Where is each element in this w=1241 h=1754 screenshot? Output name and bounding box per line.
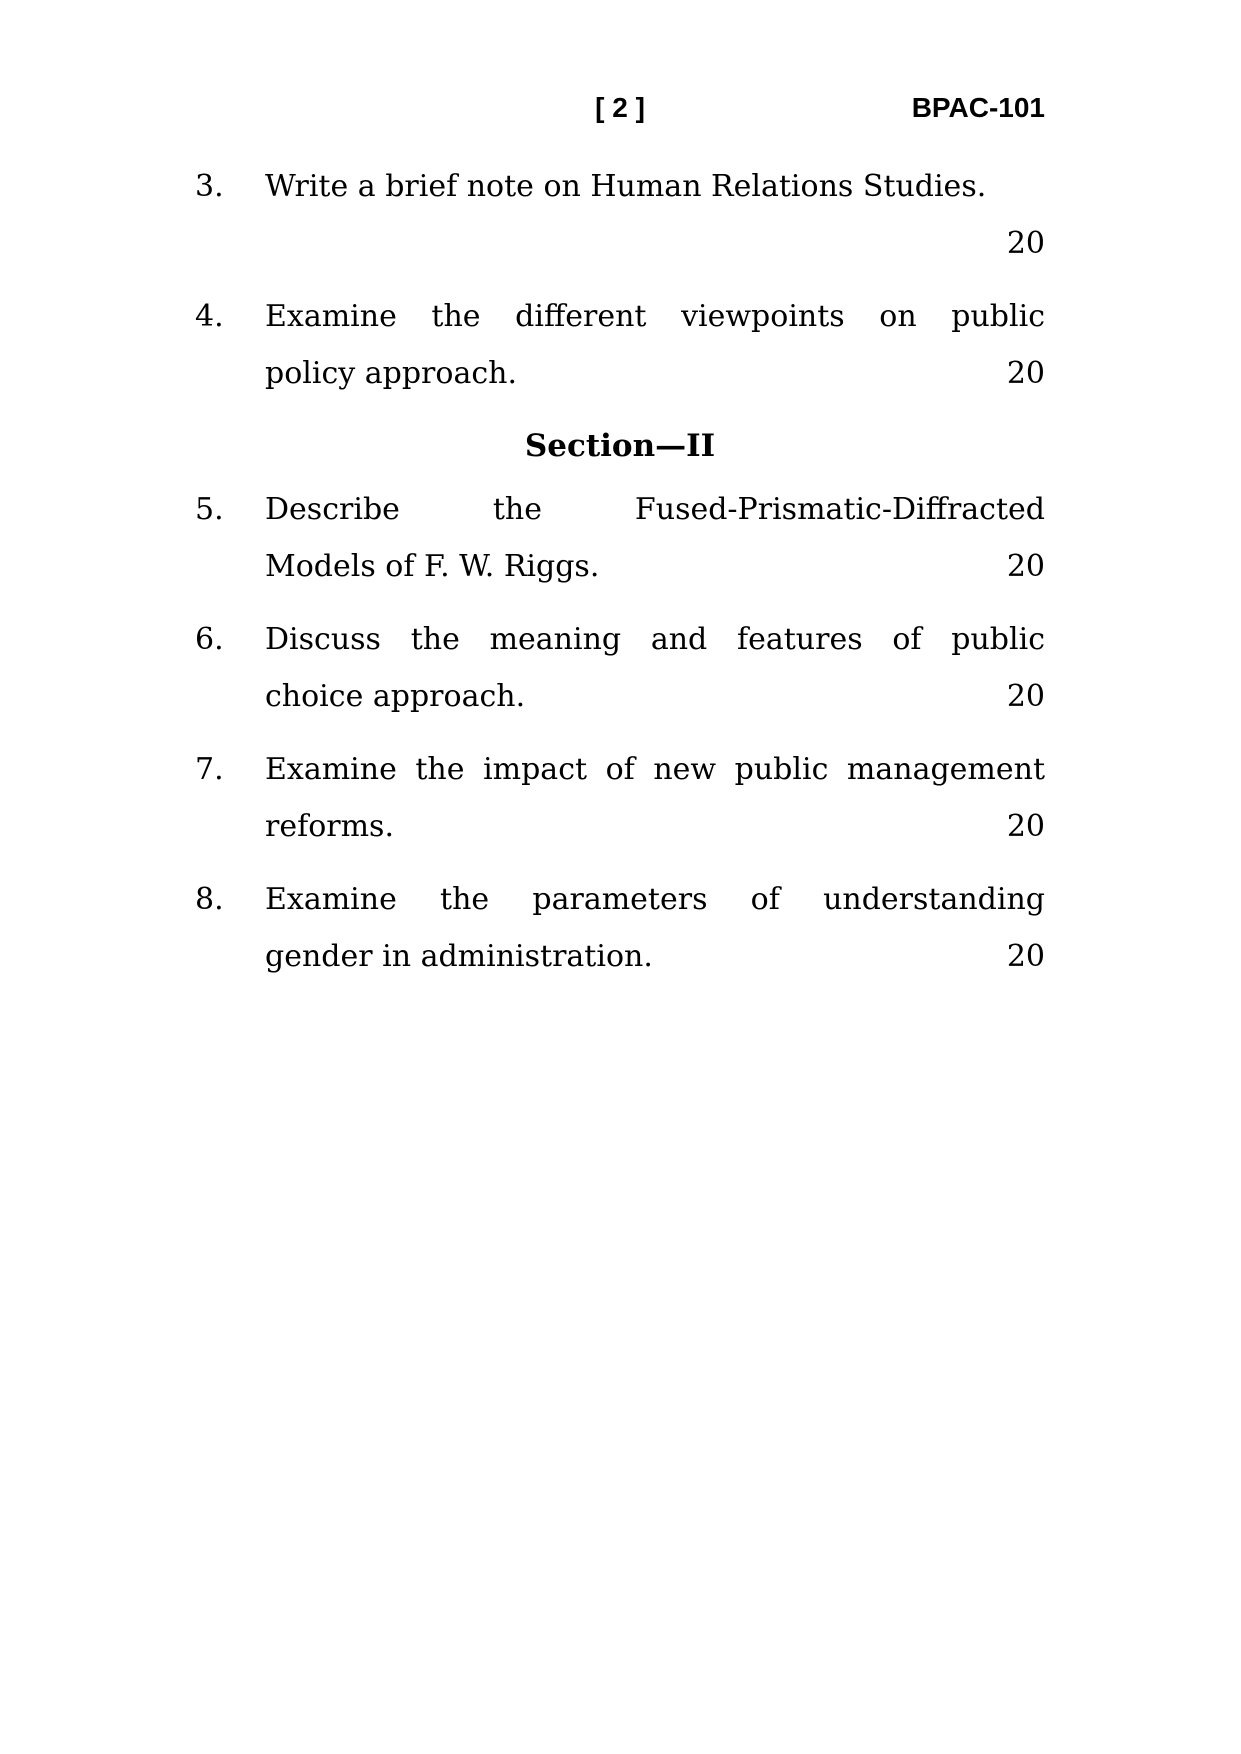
question-text-line: Examine the parameters of understanding (265, 882, 1045, 917)
question-item (195, 158, 1045, 272)
question-marks: 20 (1006, 226, 1045, 261)
question-text-line: Discuss the meaning and features of public (265, 622, 1045, 657)
question-item (195, 741, 1045, 855)
question-body (265, 158, 1045, 272)
question-item (195, 611, 1045, 725)
question-text-line: gender in administration. (265, 939, 653, 974)
page-content (195, 90, 1045, 1001)
question-text-line: choice approach. (265, 679, 526, 714)
question-marks: 20 (1006, 939, 1045, 974)
question-number: 3. (195, 169, 224, 204)
question-last-line (265, 668, 1045, 725)
section-heading: Section—II (524, 428, 716, 464)
question-text-line: Models of F. W. Riggs. (265, 549, 600, 584)
question-text-line: Examine the different viewpoints on public (265, 299, 1045, 334)
question-number: 7. (195, 752, 224, 787)
question-item (195, 288, 1045, 402)
question-text-line: Examine the impact of new public management (265, 752, 1045, 787)
question-body (265, 481, 1045, 595)
question-last-line (265, 798, 1045, 855)
question-body (265, 288, 1045, 402)
question-last-line (265, 928, 1045, 985)
question-marks: 20 (1006, 549, 1045, 584)
question-item (195, 871, 1045, 985)
question-marks: 20 (1006, 679, 1045, 714)
question-number: 6. (195, 622, 224, 657)
question-body (265, 741, 1045, 855)
question-number: 8. (195, 882, 224, 917)
question-last-line (265, 345, 1045, 402)
question-marks: 20 (1006, 809, 1045, 844)
page-number: [ 2 ] (595, 92, 645, 123)
question-item (195, 481, 1045, 595)
question-body (265, 611, 1045, 725)
question-number: 4. (195, 299, 224, 334)
question-last-line (265, 538, 1045, 595)
question-text-line: reforms. (265, 809, 394, 844)
course-code: BPAC-101 (911, 92, 1045, 123)
question-text-line: policy approach. (265, 356, 517, 391)
question-number: 5. (195, 492, 224, 527)
question-body (265, 871, 1045, 985)
page-header (195, 90, 1045, 126)
question-text-line: Describe the Fused-Prismatic-Diffracted (265, 492, 1045, 527)
question-marks: 20 (1006, 356, 1045, 391)
question-text-line: Write a brief note on Human Relations Studies. (265, 169, 987, 204)
